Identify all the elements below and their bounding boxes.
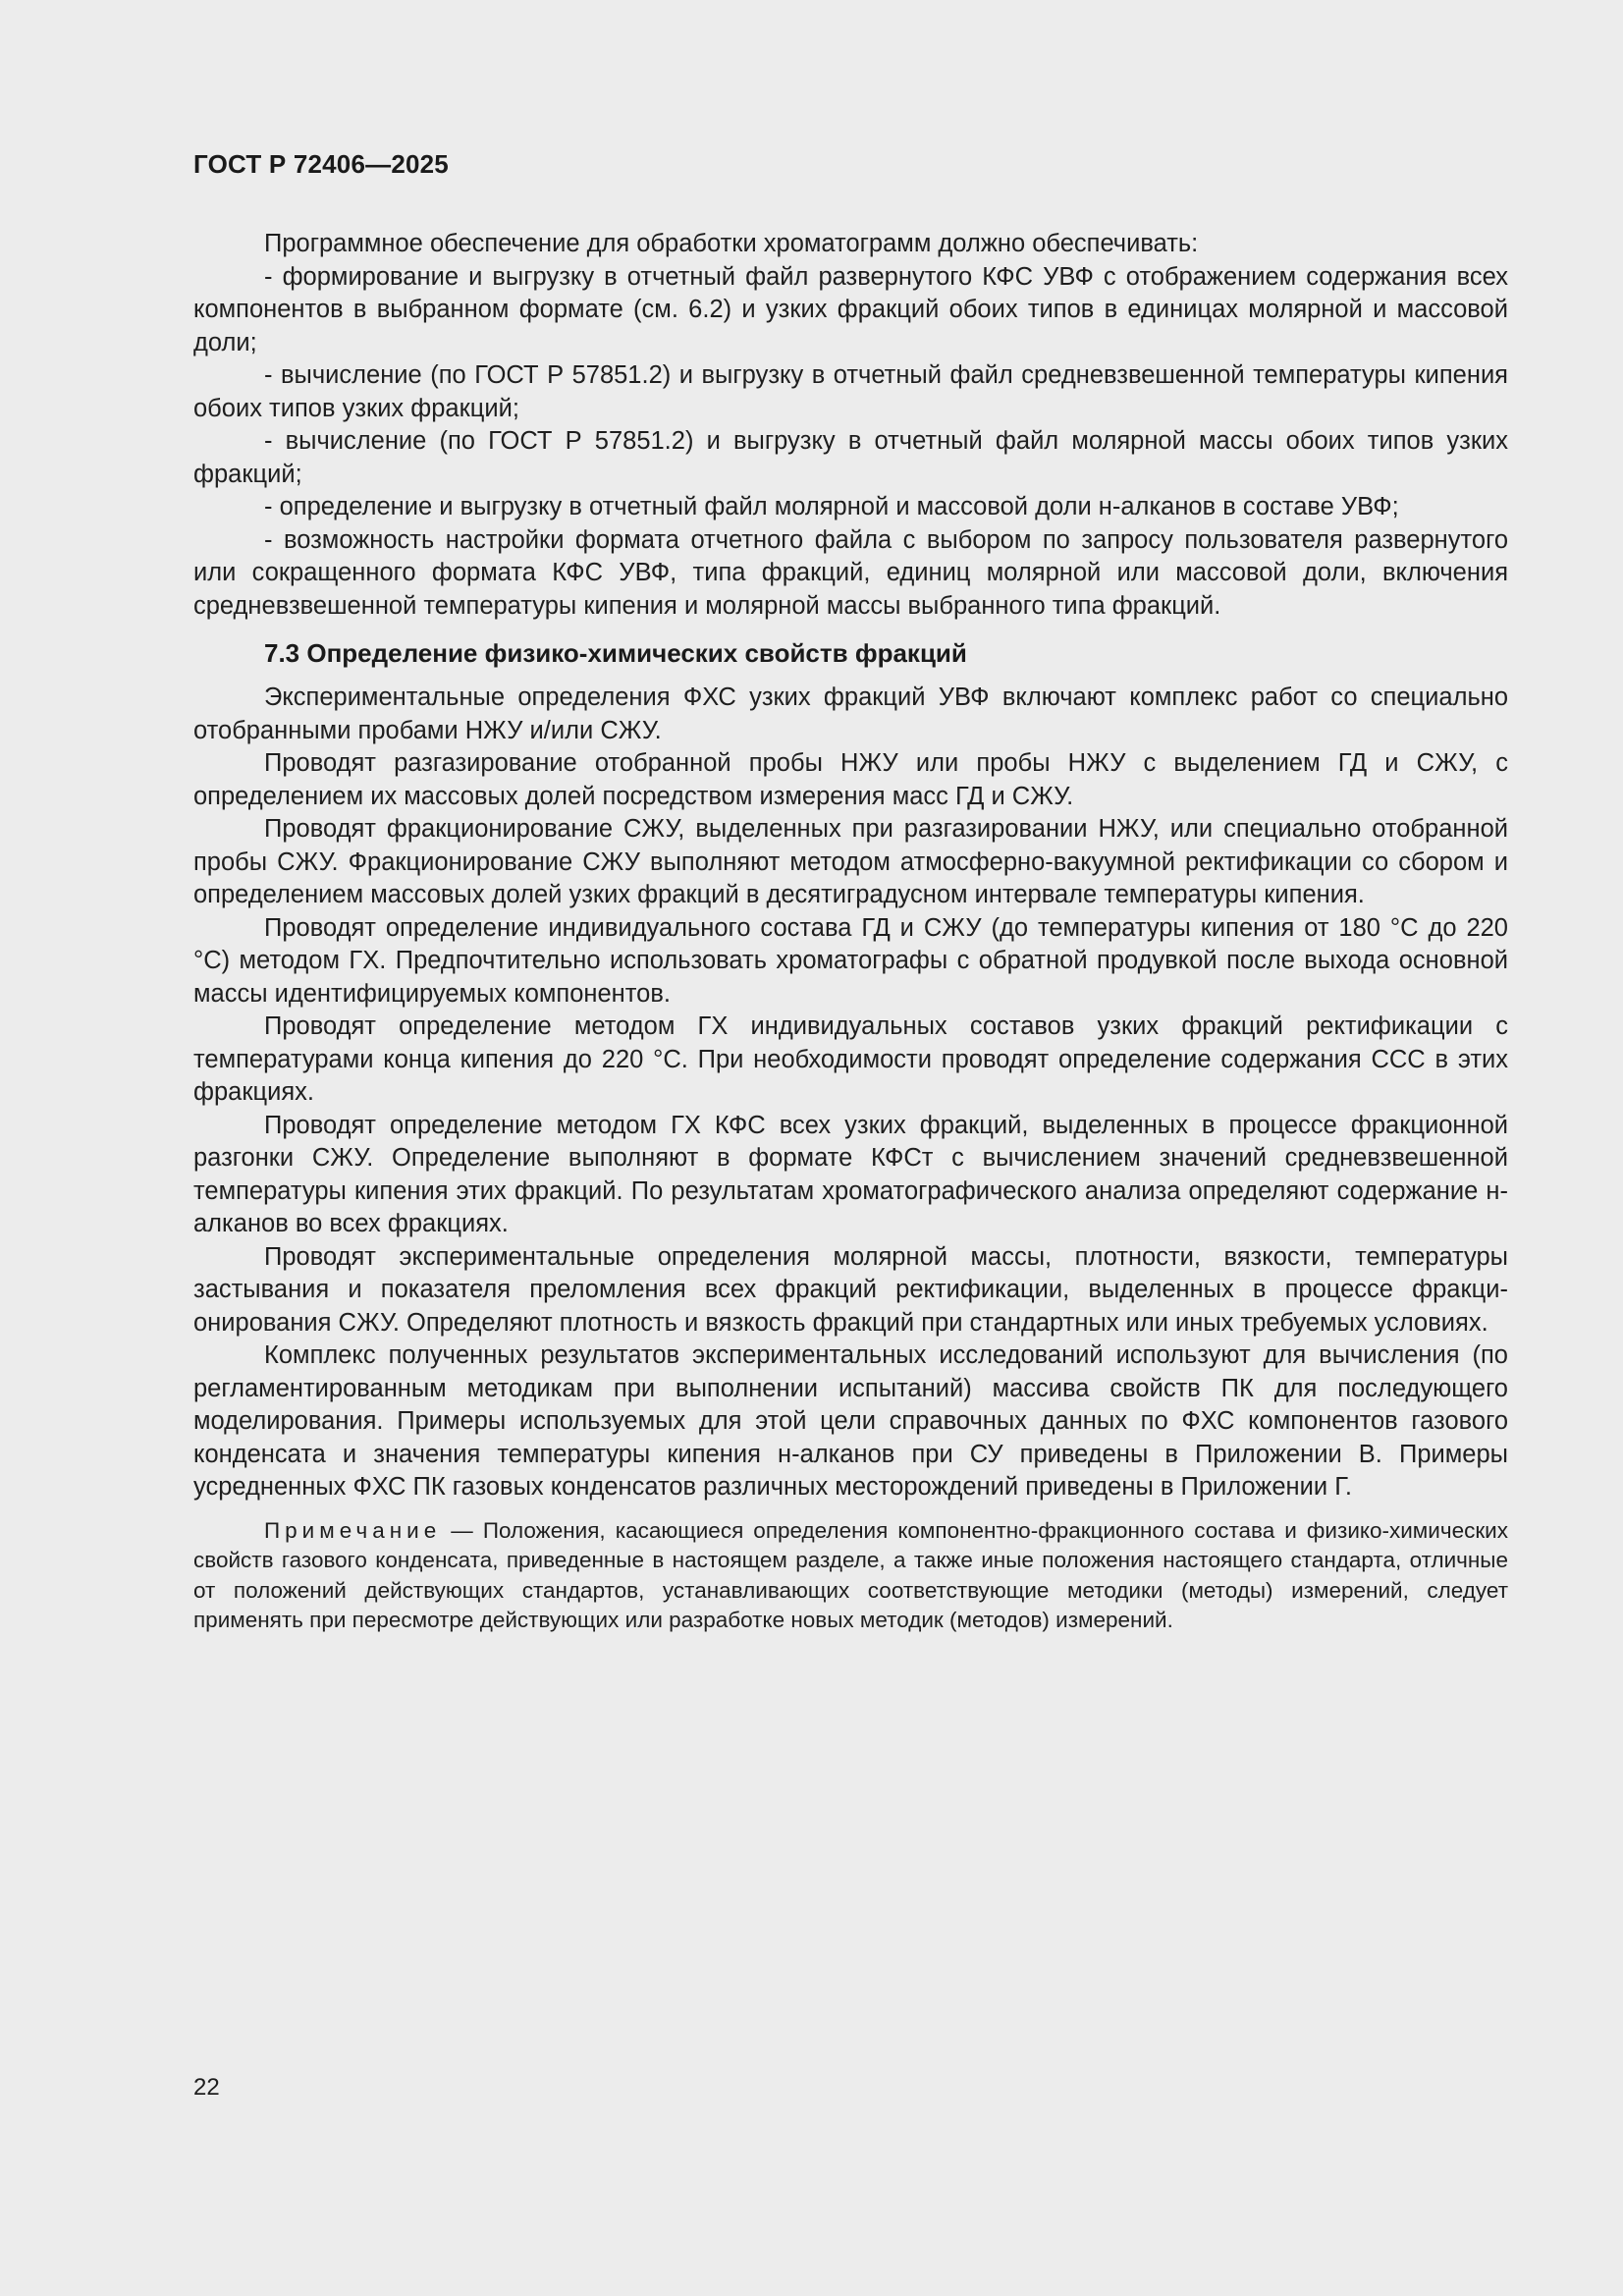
note (193, 1516, 1508, 1636)
document-body (193, 228, 1508, 1636)
intro-list-item: - вычисление (по ГОСТ Р 57851.2) и выгрузку в отчетный файл средневзвешенной температуры кипения обоих типов узких фракций; (193, 361, 1508, 422)
note-text: — Положения, касающиеся определения компонентно-фракционного состава и физико-химических свойств газового конденсата, приведенные в настоящем разделе, а также иные положения настоящего стандарта, отличные от положений действующих стандартов, устанавливающих соответствующие методики (методы) измерений, следует применять при пересмотре действующих или разработке новых методик (методов) измерений. (193, 1517, 1508, 1632)
intro-list-item: - определение и выгрузку в отчетный файл молярной и массовой доли н-алканов в составе УВФ; (264, 493, 1399, 520)
intro-list-item: - формирование и выгрузку в отчетный файл развернутого КФС УВФ с отображением содержания всех компонентов в выбранном формате (см. 6.2) и узких фракций обоих типов в единицах молярной и массовой доли; (193, 262, 1508, 356)
document-header: ГОСТ Р 72406—2025 (193, 149, 449, 179)
section-paragraph: Проводят экспериментальные определения молярной массы, плотности, вязкости, температуры застывания и показателя преломления всех фракций ректификации, выделенных в процессе фракционирования СЖУ. Определяют плотность и вязкость фракций при стандартных или иных требуемых условиях. (193, 1242, 1508, 1337)
note-label: Примечание (264, 1517, 442, 1543)
section-paragraph: Проводят разгазирование отобранной пробы НЖУ или пробы НЖУ с выделением ГД и СЖУ, с определением их массовых долей посредством измерения масс ГД и СЖУ. (193, 749, 1508, 810)
intro-list-item: - возможность настройки формата отчетного файла с выбором по запросу пользователя развернутого или сокращенного формата КФС УВФ, типа фракций, единиц молярной или массовой доли, включения средневзвешенной температуры кипения и молярной массы выбранного типа фракций. (193, 525, 1508, 620)
intro-list-item: - вычисление (по ГОСТ Р 57851.2) и выгрузку в отчетный файл молярной массы обоих типов узких фракций; (193, 427, 1508, 488)
page-number: 22 (193, 2074, 220, 2101)
section-paragraph: Экспериментальные определения ФХС узких фракций УВФ включают комплекс работ со специально отобранными пробами НЖУ и/или СЖУ. (193, 683, 1508, 744)
section-paragraph: Проводят определение индивидуального состава ГД и СЖУ (до температуры кипения от 180 °С до 220 °С) методом ГХ. Предпочтительно использовать хроматографы с обратной продувкой после выхода основной массы идентифицируемых компонентов. (193, 913, 1508, 1008)
section-paragraph: Проводят фракционирование СЖУ, выделенных при разгазировании НЖУ, или специально отобранной пробы СЖУ. Фракционирование СЖУ выполняют методом атмосферно-вакуумной ректификации со сбором и определением массовых долей узких фракций в десятиградусном интервале температуры кипения. (193, 815, 1508, 908)
section-paragraph: Проводят определение методом ГХ индивидуальных составов узких фракций ректификации с температурами конца кипения до 220 °С. При необходимости проводят определение содержания ССС в этих фракциях. (193, 1012, 1508, 1106)
intro-lead: Программное обеспечение для обработки хроматограмм должно обеспечивать: (264, 230, 1199, 257)
section-paragraph: Проводят определение методом ГХ КФС всех узких фракций, выделенных в процессе фракционной разгонки СЖУ. Определение выполняют в формате КФСт с вычислением значений средневзвешенной температуры кипения этих фракций. По результатам хроматографического анализа определяют содержание н-алканов во всех фракциях. (193, 1111, 1508, 1237)
section-paragraph: Комплекс полученных результатов экспериментальных исследований используют для вычисления (по регламентированным методикам при выполнении испытаний) массива свойств ПК для последующего моделирования. Примеры используемых для этой цели справочных данных по ФХС компонентов газового конденсата и значения температуры кипения н-алканов при СУ приведены в Приложении В. Примеры усредненных ФХС ПК газовых конденсатов различных месторождений приведены в Приложении Г. (193, 1341, 1508, 1501)
spacer (193, 1504, 1508, 1516)
section-heading: 7.3 Определение физико-химических свойств фракций (264, 638, 967, 668)
